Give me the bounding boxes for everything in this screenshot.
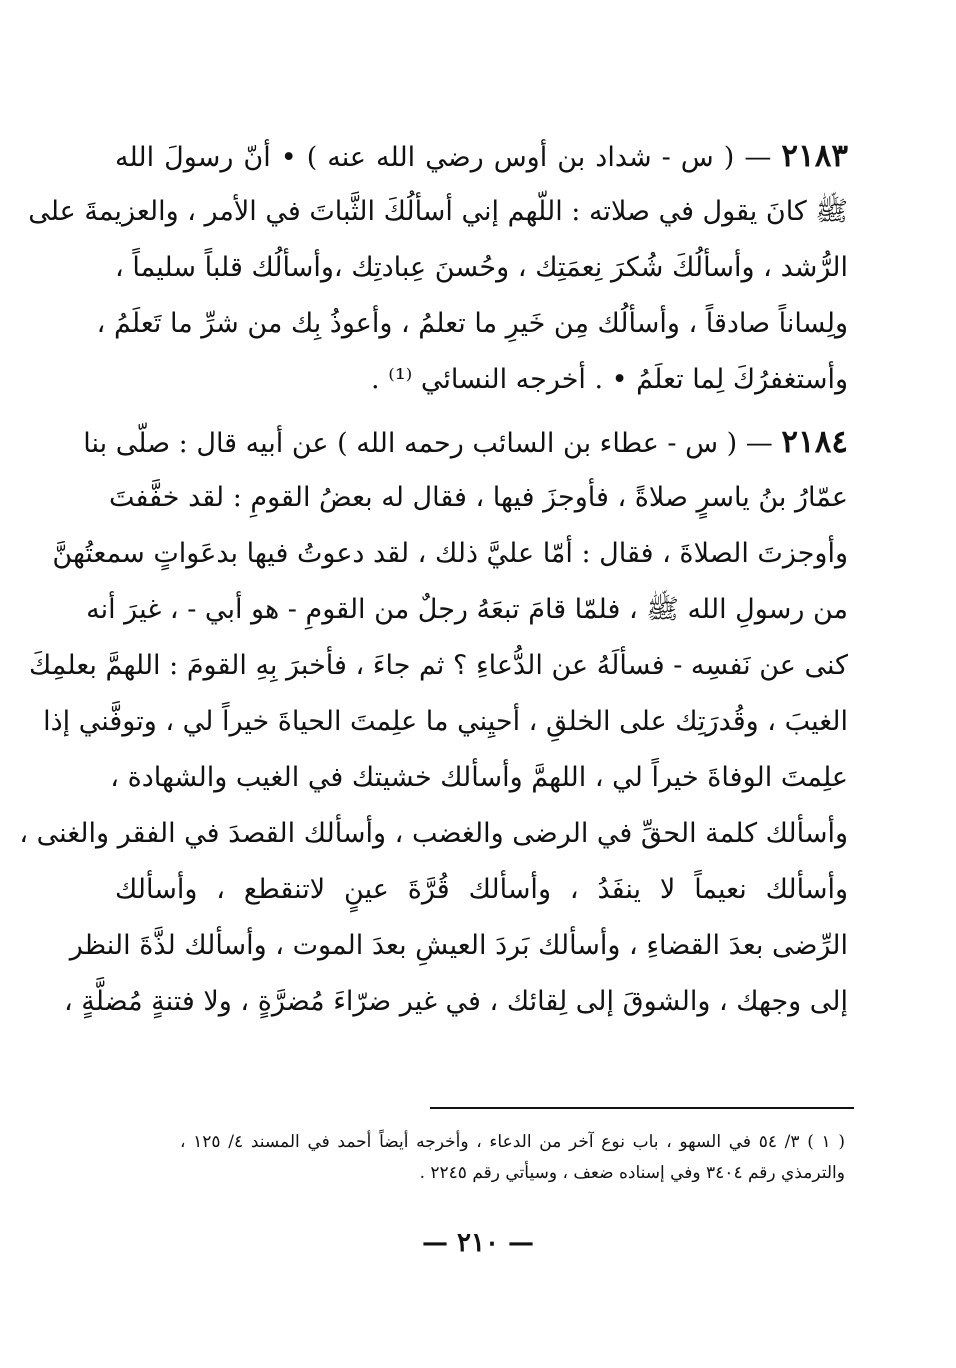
hadith-number: ٢١٨٣ [781, 138, 848, 174]
footnote-line: ( ١ ) ٣/ ٥٤ في السهو ، باب نوع آخر من الدعاء ، وأخرجه أيضاً أحمد في المسند ٤/ ١٢٥ ، [180, 1132, 845, 1152]
hadith-number: ٢١٨٤ [781, 424, 848, 460]
hadith-line: وأوجزتَ الصلاةَ ، فقال : أمّا عليَّ ذلك ، لقد دعوتُ فيها بدعَواتٍ سمعتُهنَّ [52, 538, 848, 569]
hadith-line [83, 414, 848, 470]
hadith-line: إلى وجهك ، والشوقَ إلى لِقائك ، في غير ضرّاءَ مُضرَّةٍ ، ولا فتنةٍ مُضلَّةٍ ، [63, 986, 848, 1017]
footnote-line: والترمذي رقم ٣٤٠٤ وفي إسناده ضعف ، وسيأتي رقم ٢٢٤٥ . [419, 1163, 845, 1183]
hadith-line: وأسألك نعيماً لا ينفَدُ ، وأسألك قُرَّةَ عينٍ لاتنقطع ، وأسألك [115, 874, 848, 905]
main-text [19, 128, 848, 1030]
hadith-line [115, 128, 848, 184]
hadith-line: وأستغفرُكَ لِما تعلَمُ • . أخرجه النسائي ⁽¹⁾ . [371, 364, 848, 395]
footnote-divider [430, 1107, 854, 1109]
page-number: — ٢١٠ — [421, 1228, 535, 1258]
hadith-line: ولِساناً صادقاً ، وأسألُك مِن خَيرِ ما تعلمُ ، وأعوذُ بِك من شرِّ ما تَعلَمُ ، [96, 308, 848, 339]
hadith-text: — ( س - شداد بن أوس رضي الله عنه ) • أنّ رسولَ الله [115, 142, 772, 173]
hadith-line: وأسألك كلمة الحقِّ في الرضى والغضب ، وأسألك القصدَ في الفقر والغنى ، [19, 818, 848, 849]
hadith-line: الرِّضى بعدَ القضاءِ ، وأسألك بَردَ العيشِ بعدَ الموت ، وأسألك لذَّةَ النظر [69, 930, 848, 961]
hadith-line: الغيبَ ، وقُدرَتِك على الخلقِ ، أحيِني ما علِمتَ الحياةَ خيراً لي ، وتوفَّني إذا [43, 706, 848, 737]
hadith-line: علِمتَ الوفاةَ خيراً لي ، اللهمَّ وأسألك خشيتك في الغيب والشهادة ، [110, 762, 848, 793]
hadith-line: الرُّشد ، وأسألُكَ شُكرَ نِعمَتِك ، وحُسنَ عِبادتِك ،وأسألُك قلباً سليماً ، [115, 252, 848, 283]
hadith-2184 [19, 414, 848, 1030]
hadith-text: — ( س - عطاء بن السائب رحمه الله ) عن أبيه قال : صلّى بنا [83, 428, 773, 459]
hadith-line: كنى عن نَفسِه - فسألَهُ عن الدُّعاءِ ؟ ثم جاءَ ، فأخبرَ بِهِ القومَ : اللهمَّ بعلمِكَ [29, 650, 848, 681]
hadith-line: عمّارُ بنُ ياسرٍ صلاةً ، فأوجزَ فيها ، فقال له بعضُ القومِ : لقد خفَّفتَ [108, 482, 848, 513]
hadith-2183 [28, 128, 848, 408]
hadith-line: من رسولِ الله ﷺ ، فلمّا قامَ تبعَهُ رجلٌ من القومِ - هو أبي - ، غيرَ أنه [86, 594, 848, 625]
footnote [180, 1127, 845, 1189]
hadith-line: ﷺ كانَ يقول في صلاته : اللّهم إني أسألُكَ الثَّباتَ في الأمر ، والعزيمةَ على [28, 196, 848, 227]
